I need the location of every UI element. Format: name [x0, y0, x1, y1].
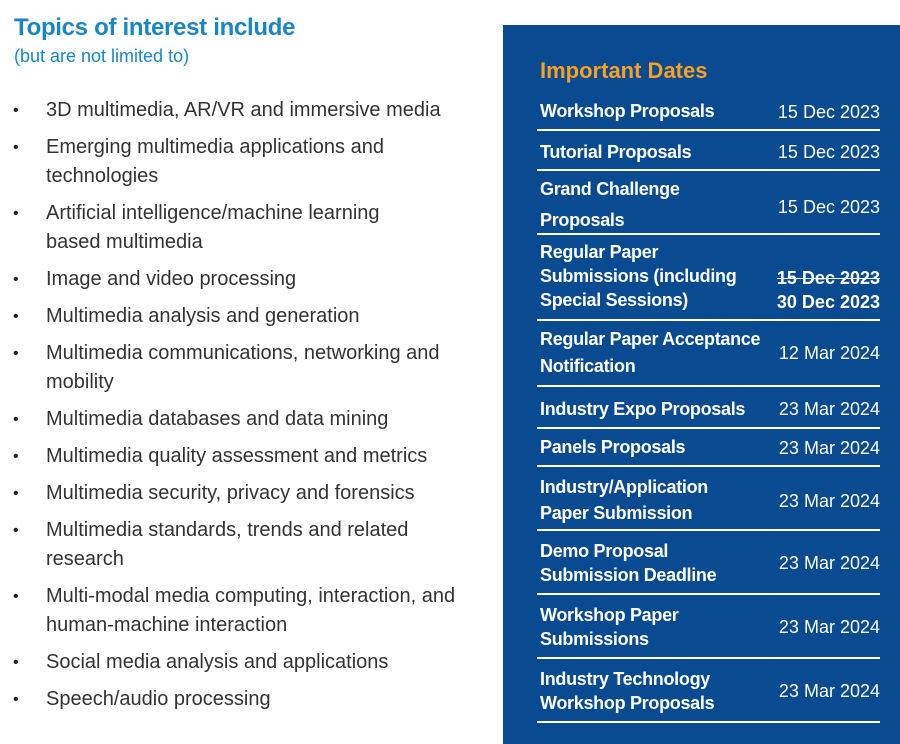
date-row-label: Industry/Application Paper Submission	[540, 477, 709, 523]
date-row-date: 23 Mar 2024	[778, 438, 880, 458]
bullet-icon: •	[13, 411, 19, 428]
date-row-label: Grand Challenge Proposals	[540, 179, 680, 230]
topics-subtitle: (but are not limited to)	[14, 46, 190, 66]
bullet-icon: •	[13, 205, 19, 222]
topic-text: Image and video processing	[46, 268, 297, 290]
topics-title: Topics of interest include	[14, 14, 296, 41]
topic-item	[0, 133, 430, 191]
topic-item	[0, 685, 480, 714]
topic-item	[0, 265, 480, 294]
bullet-icon: •	[13, 448, 19, 465]
date-row-label: Workshop Paper Submissions	[540, 605, 679, 649]
topic-item	[0, 405, 480, 434]
date-row-date: 23 Mar 2024	[778, 553, 880, 573]
new-deadline-date: 30 Dec 2023	[776, 292, 880, 312]
date-row-label: Regular Paper Acceptance Notification	[540, 329, 761, 376]
topic-item	[0, 302, 480, 331]
date-row-label: Regular Paper Submissions (including Special Sessions)	[540, 242, 737, 310]
topic-item	[0, 516, 460, 574]
topic-text: Multimedia databases and data mining	[46, 408, 389, 430]
date-row-label: Workshop Proposals	[540, 101, 715, 121]
old-deadline-date: 15 Dec 2023	[776, 268, 880, 288]
topic-text: Multimedia security, privacy and forensics	[46, 482, 415, 504]
date-row-date: 23 Mar 2024	[778, 491, 880, 511]
bullet-icon: •	[13, 308, 19, 325]
date-row	[537, 131, 880, 171]
bullet-icon: •	[13, 654, 19, 671]
bullet-icon: •	[13, 345, 19, 362]
topic-item	[0, 479, 480, 508]
bullet-icon: •	[13, 102, 19, 119]
bullet-icon: •	[13, 271, 19, 288]
date-row-date: 15 Dec 2023	[777, 197, 880, 217]
topic-item	[0, 648, 480, 677]
date-row-date: 23 Mar 2024	[778, 617, 880, 637]
date-row	[537, 429, 880, 467]
topic-item	[0, 199, 430, 257]
important-dates-panel	[503, 25, 900, 744]
topic-text: Multimedia communications, networking and mobility	[46, 342, 440, 393]
bullet-icon: •	[13, 485, 19, 502]
date-row-date: 12 Mar 2024	[778, 343, 880, 363]
date-row	[537, 97, 880, 131]
topic-item	[0, 339, 460, 397]
date-row-date: 23 Mar 2024	[778, 399, 880, 419]
topic-text: Multimedia analysis and generation	[46, 305, 360, 327]
bullet-icon: •	[13, 522, 19, 539]
date-row-label: Industry Expo Proposals	[540, 399, 746, 419]
bullet-icon: •	[13, 139, 19, 156]
date-row-label: Demo Proposal Submission Deadline	[540, 541, 717, 585]
date-row-date: 15 Dec 2023	[777, 102, 880, 122]
date-row	[537, 387, 880, 429]
topic-text: Multimedia quality assessment and metrics	[46, 445, 428, 467]
date-row	[537, 467, 880, 531]
topic-text: Speech/audio processing	[46, 688, 271, 710]
date-row-date: 23 Mar 2024	[778, 681, 880, 701]
bullet-icon: •	[13, 588, 19, 605]
date-row	[537, 659, 880, 723]
date-row-date: 15 Dec 2023	[777, 142, 880, 162]
topic-item	[0, 96, 480, 125]
topic-text: Artificial intelligence/machine learning based multimedia	[46, 202, 380, 253]
bullet-icon: •	[13, 691, 19, 708]
important-dates-title: Important Dates	[540, 58, 708, 83]
date-row	[537, 595, 880, 659]
topic-item	[0, 442, 480, 471]
topic-text: Multi-modal media computing, interaction, and human-machine interaction	[46, 585, 456, 636]
date-row	[537, 321, 880, 387]
date-row	[537, 531, 880, 595]
date-row	[537, 171, 880, 235]
topic-text: Social media analysis and applications	[46, 651, 389, 673]
date-row-label: Industry Technology Workshop Proposals	[540, 669, 715, 713]
date-row-label: Panels Proposals	[540, 437, 686, 457]
date-row-label: Tutorial Proposals	[540, 142, 692, 162]
topic-text: Emerging multimedia applications and technologies	[46, 136, 384, 187]
date-row	[537, 235, 880, 321]
topic-item	[0, 582, 480, 640]
topic-text: 3D multimedia, AR/VR and immersive media	[46, 99, 441, 121]
topic-text: Multimedia standards, trends and related research	[46, 519, 409, 570]
